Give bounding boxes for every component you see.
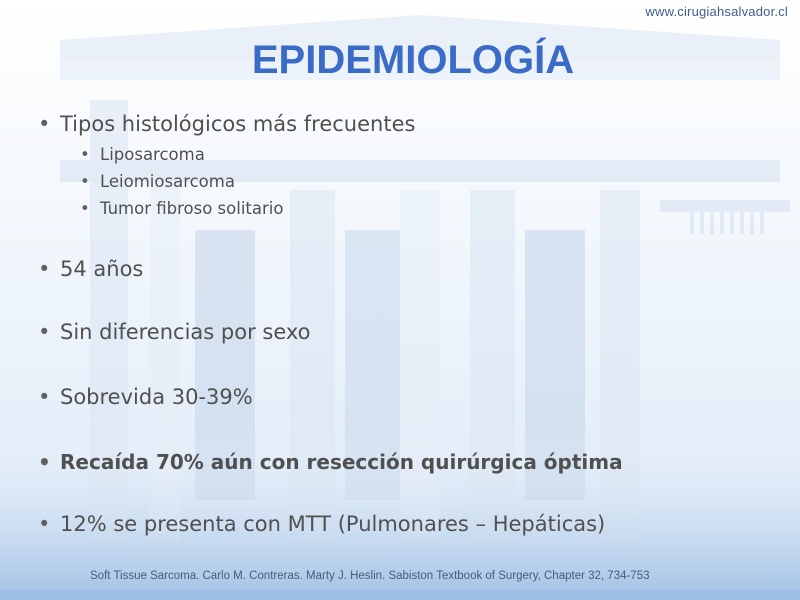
bullet-icon: • (38, 112, 51, 136)
sub-bullet-text: Liposarcoma (100, 145, 205, 164)
bullet-item (38, 112, 415, 136)
bullet-icon: • (38, 512, 51, 536)
bullet-item-emphasized (38, 450, 623, 474)
site-url-text: www.cirugiahsalvador.cl (645, 4, 788, 19)
bullet-icon: • (38, 257, 51, 281)
bullet-text: Recaída 70% aún con resección quirúrgica óptima (60, 450, 623, 474)
bullet-icon: • (38, 320, 51, 344)
bullet-item (38, 512, 605, 536)
bullet-icon: • (38, 385, 51, 409)
bullet-item (38, 320, 311, 344)
sub-bullet-item (80, 199, 283, 218)
sub-bullet-item (80, 145, 205, 164)
bullet-text: Sobrevida 30-39% (60, 385, 253, 409)
bullet-icon: • (80, 199, 90, 218)
bullet-icon: • (80, 145, 90, 164)
sub-bullet-item (80, 172, 235, 191)
citation-footer: Soft Tissue Sarcoma. Carlo M. Contreras. Marty J. Heslin. Sabiston Textbook of Surgery, Chapter 32, 734-753 (90, 570, 650, 582)
sub-bullet-text: Leiomiosarcoma (100, 172, 235, 191)
slide-title: EPIDEMIOLOGÍA (251, 38, 575, 82)
bullet-icon: • (38, 450, 51, 474)
bullet-text: 12% se presenta con MTT (Pulmonares – Hepáticas) (60, 512, 606, 536)
bullet-text: 54 años (60, 257, 144, 281)
bullet-text: Tipos histológicos más frecuentes (60, 112, 416, 136)
bullet-icon: • (80, 172, 90, 191)
bullet-item (38, 385, 253, 409)
bullet-item (38, 257, 143, 281)
bullet-text: Sin diferencias por sexo (60, 320, 311, 344)
sub-bullet-text: Tumor fibroso solitario (100, 199, 284, 218)
